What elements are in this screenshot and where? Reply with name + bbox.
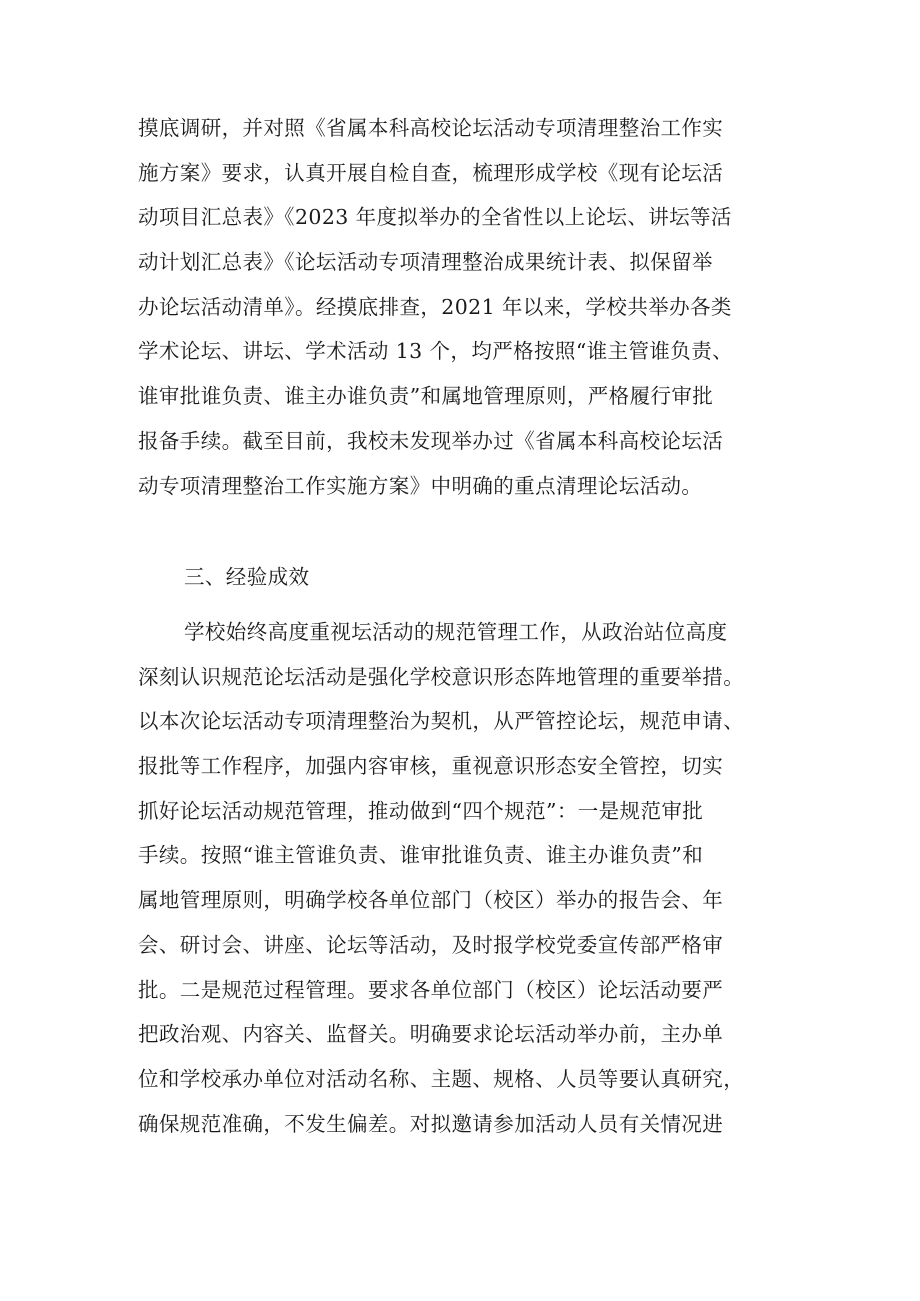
text-line: 施方案》要求，认真开展自检自查，梳理形成学校《现有论坛活 [138,160,724,185]
text-line: 摸底调研，并对照《省属本科高校论坛活动专项清理整治工作实 [138,116,724,140]
text-line: 以本次论坛活动专项清理整治为契机，从严管控论坛，规范申请、 [138,709,745,734]
paragraph-continued [138,106,798,508]
text-line: 批。二是规范过程管理。要求各单位部门（校区）论坛活动要严 [138,977,724,1002]
text-line: 会、研讨会、讲座、论坛等活动，及时报学校党委宣传部严格审 [138,932,724,957]
paragraph-experience [138,610,798,1146]
text-line: 确保规范准确，不发生偏差。对拟邀请参加活动人员有关情况进 [138,1111,724,1136]
section-heading: 三、经验成效 [184,565,310,589]
section-heading-block [138,555,798,600]
text-line: 动专项清理整治工作实施方案》中明确的重点清理论坛活动。 [138,473,703,498]
text-line: 动计划汇总表》《论坛活动专项清理整治成果统计表、拟保留举 [138,250,713,275]
text-line: 把政治观、内容关、监督关。明确要求论坛活动举办前，主办单 [138,1022,724,1047]
text-line: 抓好论坛活动规范管理，推动做到“四个规范”：一是规范审批 [138,798,704,823]
text-line: 报批等工作程序，加强内容审核，重视意识形态安全管控，切实 [138,754,724,779]
text-line: 动项目汇总表》《2023 年度拟举办的全省性以上论坛、讲坛等活 [138,205,732,230]
text-line: 报备手续。截至目前，我校未发现举办过《省属本科高校论坛活 [138,428,724,453]
text-line: 谁审批谁负责、谁主办谁负责”和属地管理原则，严格履行审批 [138,384,714,409]
text-line: 位和学校承办单位对活动名称、主题、规格、人员等要认真研究， [138,1066,745,1091]
text-line: 学校始终高度重视坛活动的规范管理工作，从政治站位高度 [184,620,728,644]
text-line: 办论坛活动清单》。经摸底排查，2021 年以来，学校共举办各类 [138,294,732,319]
text-line: 手续。按照“谁主管谁负责、谁审批谁负责、谁主办谁负责”和 [138,843,704,868]
text-line: 学术论坛、讲坛、学术活动 13 个，均严格按照“谁主管谁负责、 [138,339,733,364]
text-line: 属地管理原则，明确学校各单位部门（校区）举办的报告会、年 [138,888,724,913]
text-line: 深刻认识规范论坛活动是强化学校意识形态阵地管理的重要举措。 [138,664,745,689]
